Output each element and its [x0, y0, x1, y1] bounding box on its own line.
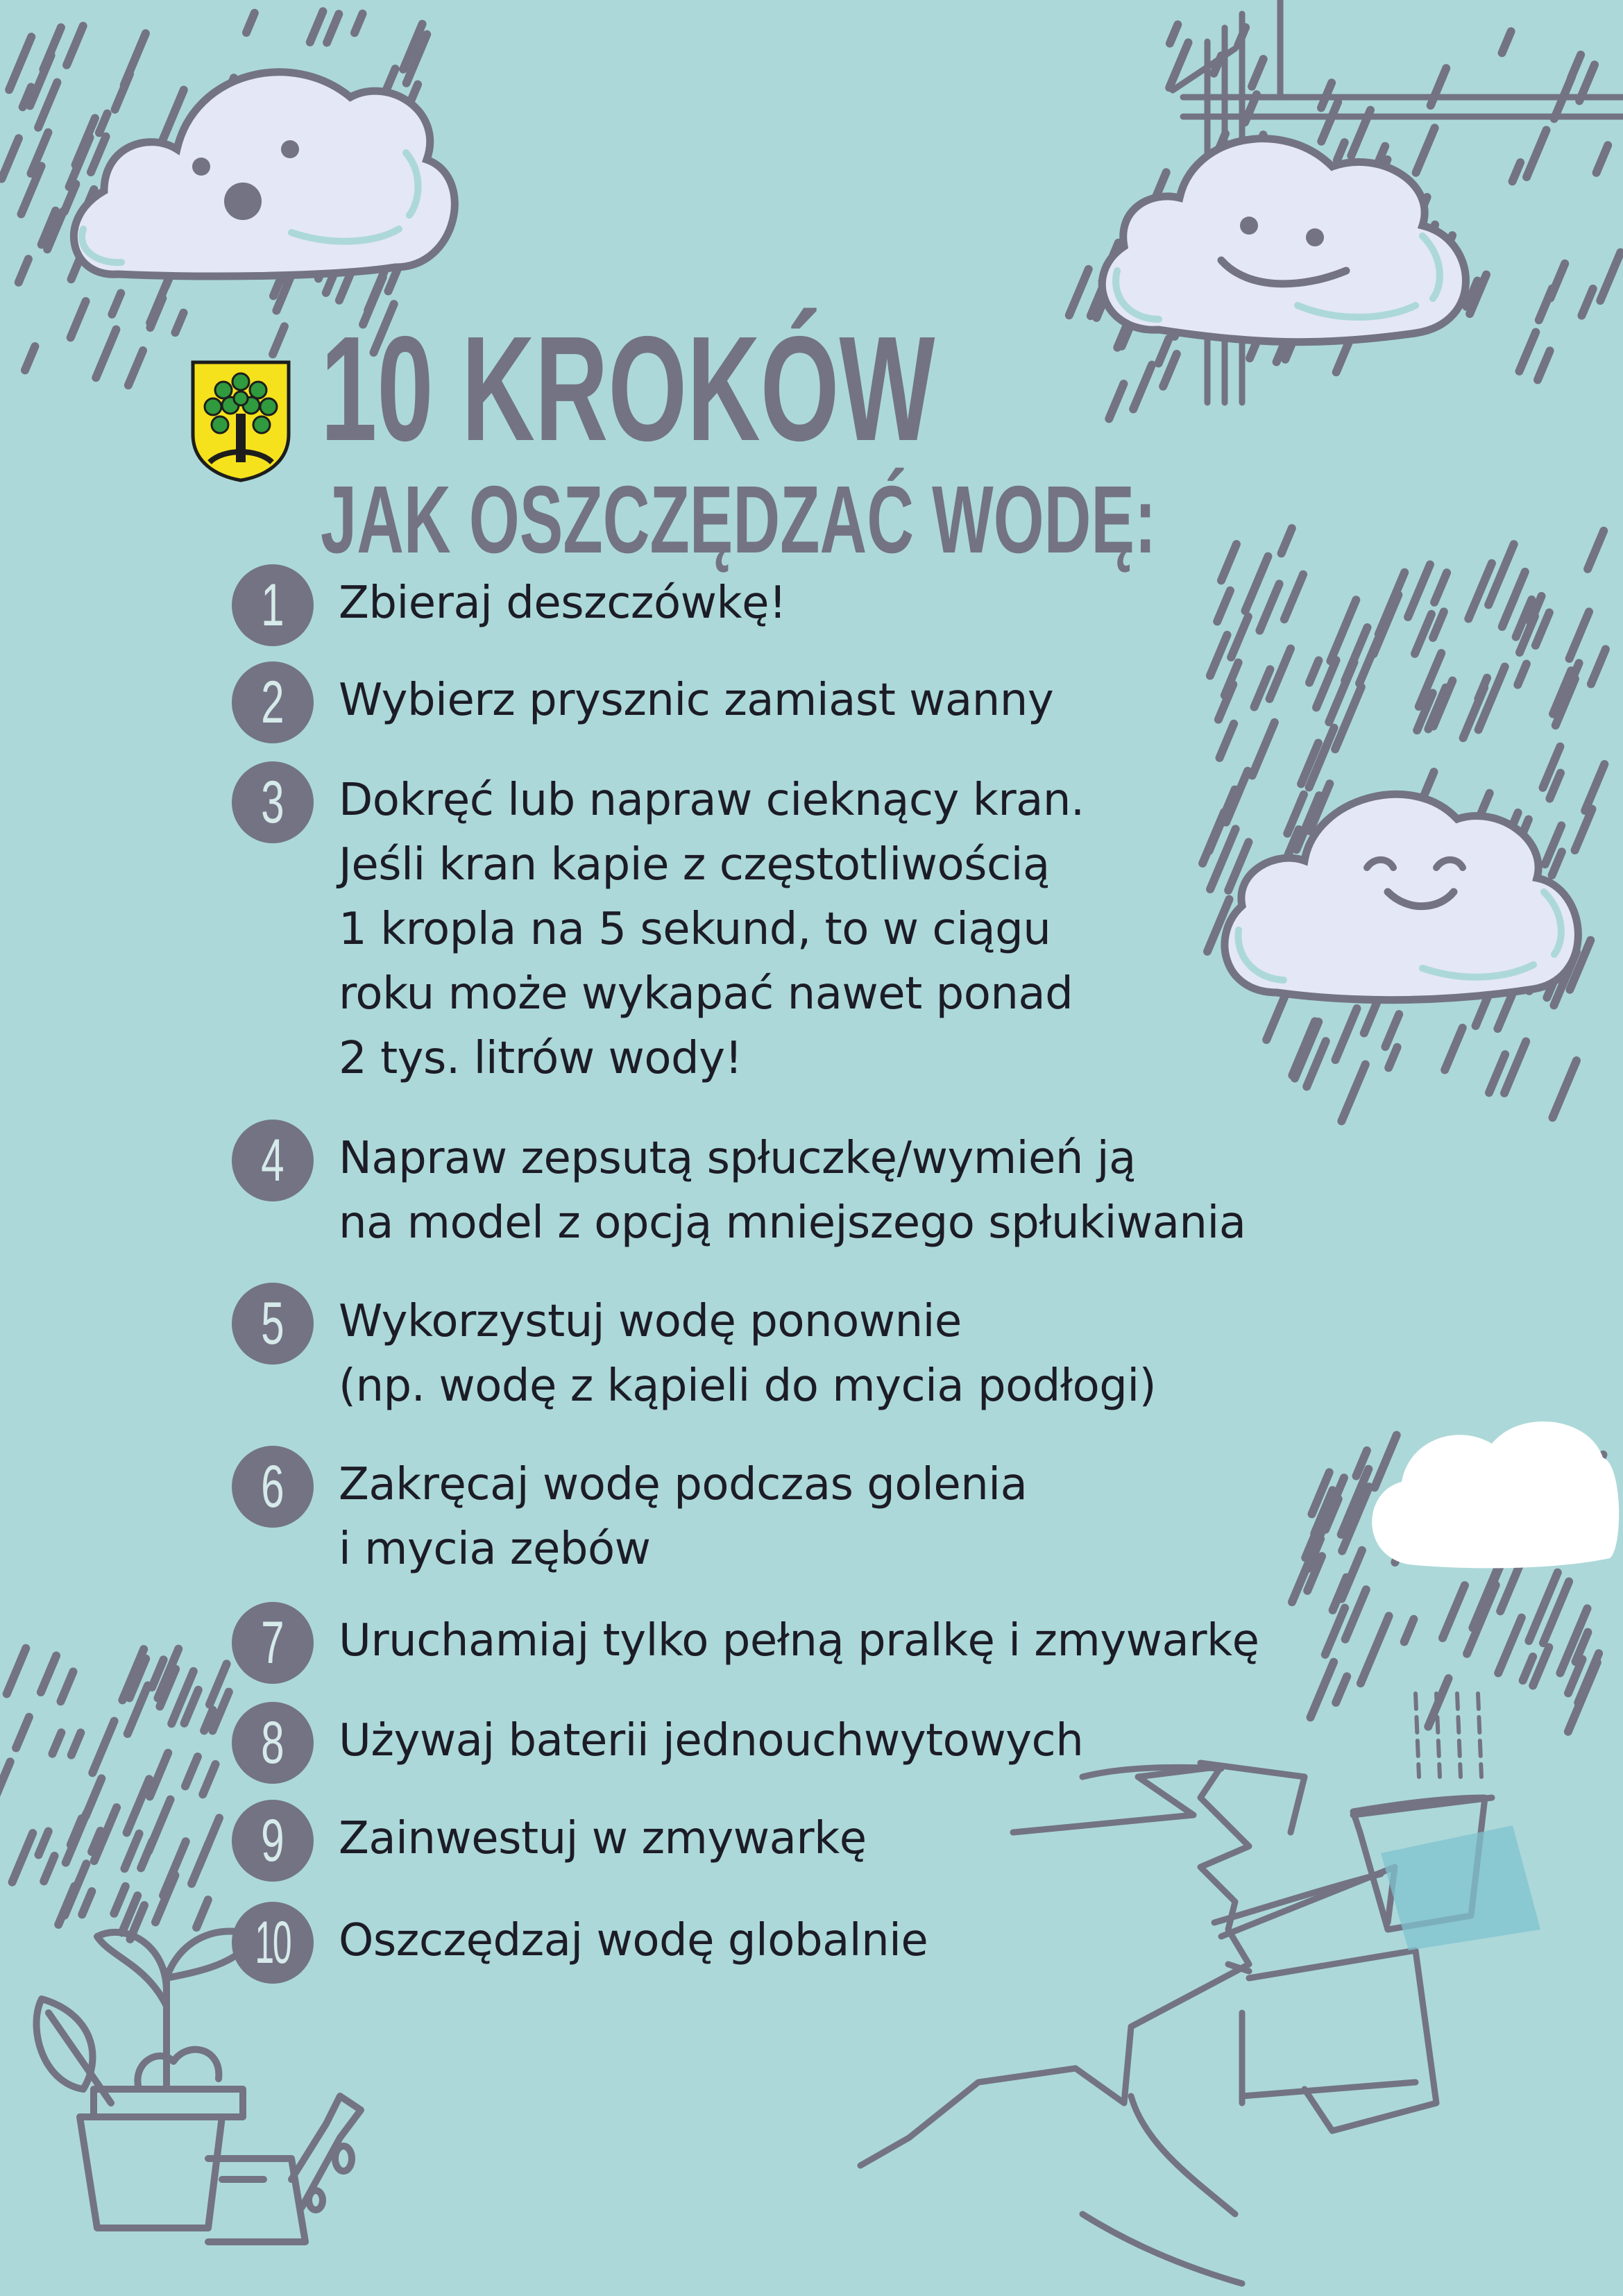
- rain-streak: [41, 1655, 56, 1692]
- rain-streak: [1109, 384, 1123, 419]
- rain-streak: [71, 1732, 81, 1755]
- rain-streak: [327, 14, 339, 42]
- step-9: [232, 1800, 867, 1882]
- step-text: Wykorzystuj wodę ponownie (np. wodę z kąpieli do mycia podłogi): [339, 1296, 1157, 1412]
- rain-streak: [92, 1721, 114, 1773]
- rain-streak: [273, 326, 284, 354]
- rain-streak: [1497, 995, 1512, 1029]
- rain-streak: [1488, 544, 1514, 605]
- rain-streak: [112, 293, 121, 314]
- rain-streak: [1443, 1585, 1465, 1638]
- step-text: Dokręć lub napraw cieknący kran. Jeśli kran kapie z częstotliwością 1 kropla na 5 sekund, to w ciągu roku może wykapać nawet ponad 2 tys. litrów wody!: [339, 775, 1085, 1084]
- rain-streak: [1217, 591, 1230, 622]
- rain-streak: [1341, 1065, 1365, 1122]
- coat-of-arms-icon: [189, 358, 293, 483]
- step-text: Oszczędzaj wodę globalnie: [339, 1915, 928, 1966]
- rain-streak: [19, 259, 28, 282]
- cloud-smiling-icon: [1102, 139, 1465, 342]
- rain-streak: [1408, 564, 1430, 617]
- step-text: Zakręcaj wodę podczas golenia i mycia zębów: [339, 1459, 1028, 1575]
- rain-streak: [1416, 128, 1435, 172]
- rain-streak: [1575, 809, 1592, 850]
- rain-streak: [1588, 531, 1604, 569]
- title-line-2: JAK OSZCZĘDZAĆ WODĘ:: [321, 466, 1157, 573]
- step-5: [232, 1283, 1156, 1419]
- rain-streak: [1170, 24, 1178, 43]
- rain-streak: [1529, 1573, 1557, 1641]
- rain-streak: [1259, 584, 1279, 630]
- rain-streak: [1502, 597, 1515, 627]
- rain-streak: [1336, 1676, 1347, 1703]
- rain-streak: [44, 1856, 54, 1882]
- rain-streak: [1252, 59, 1264, 87]
- step-number-badge: 6: [232, 1446, 314, 1528]
- rain-streak: [1337, 142, 1345, 160]
- rain-streak: [1404, 1619, 1414, 1642]
- rain-streak: [114, 1886, 125, 1914]
- step-3: [232, 761, 1085, 1091]
- rain-streak: [1498, 1618, 1522, 1673]
- step-number-badge: 7: [232, 1602, 314, 1684]
- rain-streak: [1513, 162, 1521, 181]
- rain-streak: [1069, 269, 1089, 315]
- rain-streak: [1, 138, 19, 178]
- rain-streak: [1210, 635, 1227, 676]
- rain-streak: [1386, 1014, 1400, 1047]
- rain-streak: [1246, 557, 1268, 611]
- step-text: Zbieraj deszczówkę!: [339, 577, 787, 629]
- rain-streak: [1415, 614, 1431, 654]
- rain-streak: [1252, 723, 1275, 776]
- rain-streak: [1336, 1008, 1357, 1060]
- bucket-water: [1381, 1825, 1540, 1950]
- rain-streak: [199, 1818, 219, 1866]
- rain-streak: [1388, 1047, 1397, 1068]
- rain-streak: [67, 26, 83, 65]
- rain-streak: [0, 1762, 10, 1812]
- rain-streak: [1345, 1589, 1366, 1639]
- step-text: Używaj baterii jednouchwytowych: [339, 1715, 1084, 1766]
- rain-streak: [1330, 600, 1356, 661]
- cloud-surprised-icon: [74, 72, 454, 276]
- step-number-badge: 3: [232, 761, 314, 843]
- rain-streak: [99, 114, 108, 133]
- rain-streak: [125, 1834, 139, 1868]
- rain-streak: [1585, 764, 1604, 811]
- rain-streak: [355, 14, 363, 33]
- rain-streak: [1221, 544, 1237, 580]
- title-line-1: 10 KROKÓW: [321, 305, 935, 472]
- rain-streak: [71, 301, 86, 337]
- step-text: Zainwestuj w zmywarkę: [339, 1813, 867, 1864]
- rain-streak: [1582, 289, 1593, 316]
- rain-streak: [185, 1757, 198, 1787]
- rain-streak: [1434, 573, 1447, 602]
- rain-streak: [82, 1891, 92, 1914]
- rain-streak: [148, 1800, 170, 1851]
- rain-streak: [96, 330, 116, 378]
- step-number-badge: 1: [232, 564, 314, 646]
- rain-streak: [1375, 1435, 1397, 1488]
- rain-streak: [1309, 661, 1318, 683]
- rain-streak: [1600, 253, 1620, 301]
- rain-streak: [61, 1672, 74, 1702]
- step-number-badge: 8: [232, 1702, 314, 1784]
- cloud-rain-icon: [1372, 1421, 1619, 1568]
- rain-streak: [1284, 575, 1303, 620]
- rain-streak: [1220, 724, 1234, 758]
- step-number-badge: 9: [232, 1800, 314, 1882]
- rain-streak: [246, 13, 255, 33]
- step-text: Wybierz prysznic zamiast wanny: [339, 675, 1054, 726]
- rain-streak: [1597, 145, 1608, 173]
- step-number-badge: 5: [232, 1283, 314, 1365]
- step-2: [232, 661, 1053, 743]
- rain-streak: [1445, 1028, 1463, 1070]
- rain-streak: [1468, 564, 1492, 619]
- rain-streak: [1538, 351, 1550, 380]
- rain-streak: [128, 351, 143, 385]
- step-text: Uruchamiaj tylko pełną pralkę i zmywarkę: [339, 1615, 1259, 1666]
- rain-streak: [91, 137, 106, 172]
- rain-streak: [1504, 1042, 1526, 1093]
- rain-streak: [1379, 573, 1404, 634]
- step-text: Napraw zepsutą spłuczkę/wymień ją na model z opcją mniejszego spłukiwania: [339, 1133, 1246, 1249]
- rain-streak: [1518, 664, 1527, 685]
- rain-streak: [53, 1732, 62, 1753]
- rain-streak: [1325, 1608, 1345, 1655]
- rain-streak: [1502, 31, 1511, 53]
- step-6: [232, 1446, 1027, 1582]
- rain-streak: [9, 37, 31, 90]
- rain-streak: [39, 1832, 49, 1855]
- rain-streak: [124, 33, 146, 85]
- step-1: [232, 564, 786, 646]
- rain-streak: [1159, 339, 1169, 364]
- rain-streak: [203, 1764, 215, 1794]
- rain-streak: [1478, 678, 1487, 699]
- rain-streak: [1553, 1061, 1577, 1117]
- rain-streak: [1163, 354, 1177, 387]
- rain-streak: [1523, 1657, 1533, 1680]
- rain-streak: [1539, 289, 1552, 321]
- step-8: [232, 1702, 1083, 1784]
- rain-streak: [1311, 1662, 1334, 1718]
- rain-streak: [176, 313, 184, 333]
- step-10: [232, 1902, 928, 1984]
- rain-streak: [1527, 130, 1546, 177]
- plant-pot-icon: [37, 1932, 257, 2229]
- rain-streak: [1552, 852, 1562, 875]
- rain-streak: [1282, 528, 1292, 553]
- step-4: [232, 1120, 1246, 1256]
- rain-streak: [25, 346, 35, 370]
- rain-streak: [7, 1648, 26, 1694]
- rain-streak: [1533, 1647, 1549, 1685]
- rain-streak: [150, 1753, 168, 1797]
- rain-streak: [1231, 616, 1248, 657]
- step-7: [232, 1602, 1259, 1684]
- step-number-badge: 2: [232, 661, 314, 743]
- rain-streak: [151, 298, 163, 328]
- step-number-badge: 4: [232, 1120, 314, 1201]
- rain-streak: [1520, 332, 1536, 371]
- step-number-badge: 10: [232, 1902, 314, 1984]
- rain-streak: [1570, 611, 1589, 659]
- rain-streak: [71, 1818, 82, 1845]
- rain-streak: [1591, 649, 1606, 684]
- rain-streak: [310, 11, 323, 42]
- rain-streak: [196, 1900, 208, 1927]
- rain-streak: [1361, 1616, 1389, 1683]
- rain-streak: [16, 1717, 29, 1748]
- rain-streak: [127, 1779, 149, 1832]
- rain-streak: [12, 1833, 33, 1882]
- rain-streak: [1133, 365, 1152, 410]
